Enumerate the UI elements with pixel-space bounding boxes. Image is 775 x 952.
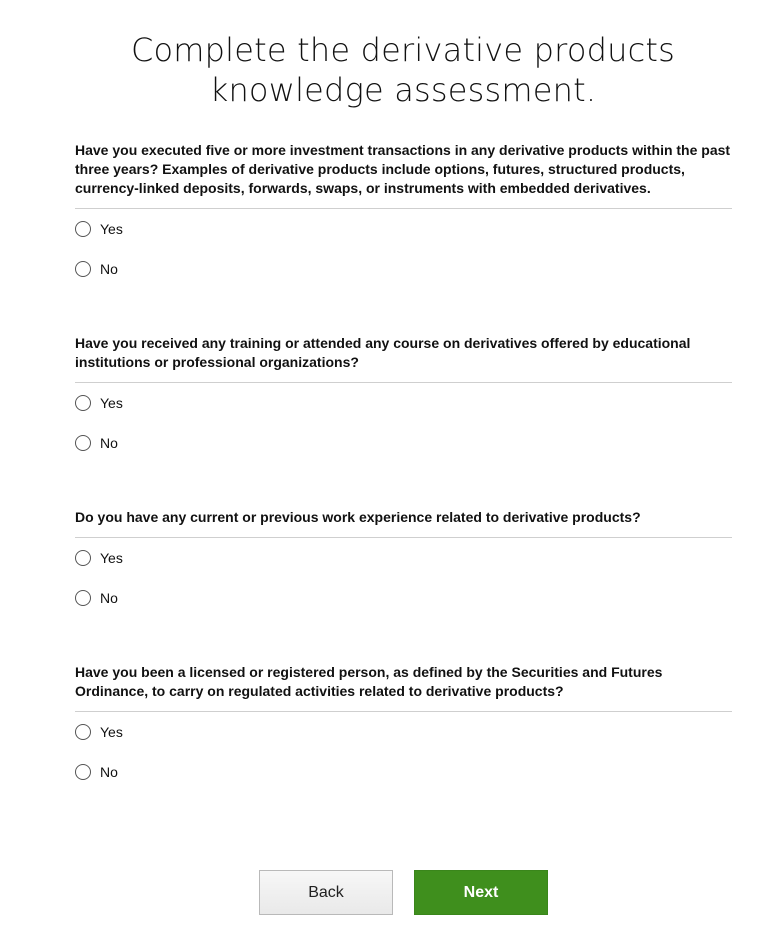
radio-button[interactable]: [75, 395, 91, 411]
question-4-text: Have you been a licensed or registered person, as defined by the Securities and Futures Ordinance, to carry on regulated activities related to derivative products?: [75, 663, 732, 712]
question-2-option-yes[interactable]: [75, 383, 732, 423]
question-2-option-no[interactable]: [75, 423, 732, 463]
question-3-text: Do you have any current or previous work experience related to derivative products?: [75, 508, 732, 538]
option-label: Yes: [100, 221, 123, 237]
question-2-text: Have you received any training or attended any course on derivatives offered by educational institutions or professional organizations?: [75, 334, 732, 383]
radio-button[interactable]: [75, 724, 91, 740]
next-button[interactable]: Next: [414, 870, 548, 915]
radio-button[interactable]: [75, 764, 91, 780]
option-label: No: [100, 435, 118, 451]
radio-button[interactable]: [75, 550, 91, 566]
question-1-option-no[interactable]: [75, 249, 732, 289]
question-3: [75, 508, 732, 618]
radio-button[interactable]: [75, 261, 91, 277]
question-4: [75, 663, 732, 792]
question-3-option-yes[interactable]: [75, 538, 732, 578]
option-label: No: [100, 261, 118, 277]
option-label: No: [100, 590, 118, 606]
question-4-option-no[interactable]: [75, 752, 732, 792]
page-title: [0, 30, 775, 110]
question-1: [75, 141, 732, 289]
page-title-line-1: Complete the derivative products: [130, 31, 676, 69]
option-label: Yes: [100, 550, 123, 566]
radio-button[interactable]: [75, 590, 91, 606]
radio-button[interactable]: [75, 435, 91, 451]
question-1-text: Have you executed five or more investment transactions in any derivative products within the past three years? Examples of derivative products include options, futures, structured products, currency-linked deposits, forwards, swaps, or instruments with embedded derivatives.: [75, 141, 732, 209]
radio-button[interactable]: [75, 221, 91, 237]
question-2: [75, 334, 732, 463]
question-3-option-no[interactable]: [75, 578, 732, 618]
option-label: Yes: [100, 724, 123, 740]
page-title-line-2: knowledge assessment.: [209, 71, 597, 109]
option-label: Yes: [100, 395, 123, 411]
back-button[interactable]: Back: [259, 870, 393, 915]
option-label: No: [100, 764, 118, 780]
question-4-option-yes[interactable]: [75, 712, 732, 752]
question-1-option-yes[interactable]: [75, 209, 732, 249]
